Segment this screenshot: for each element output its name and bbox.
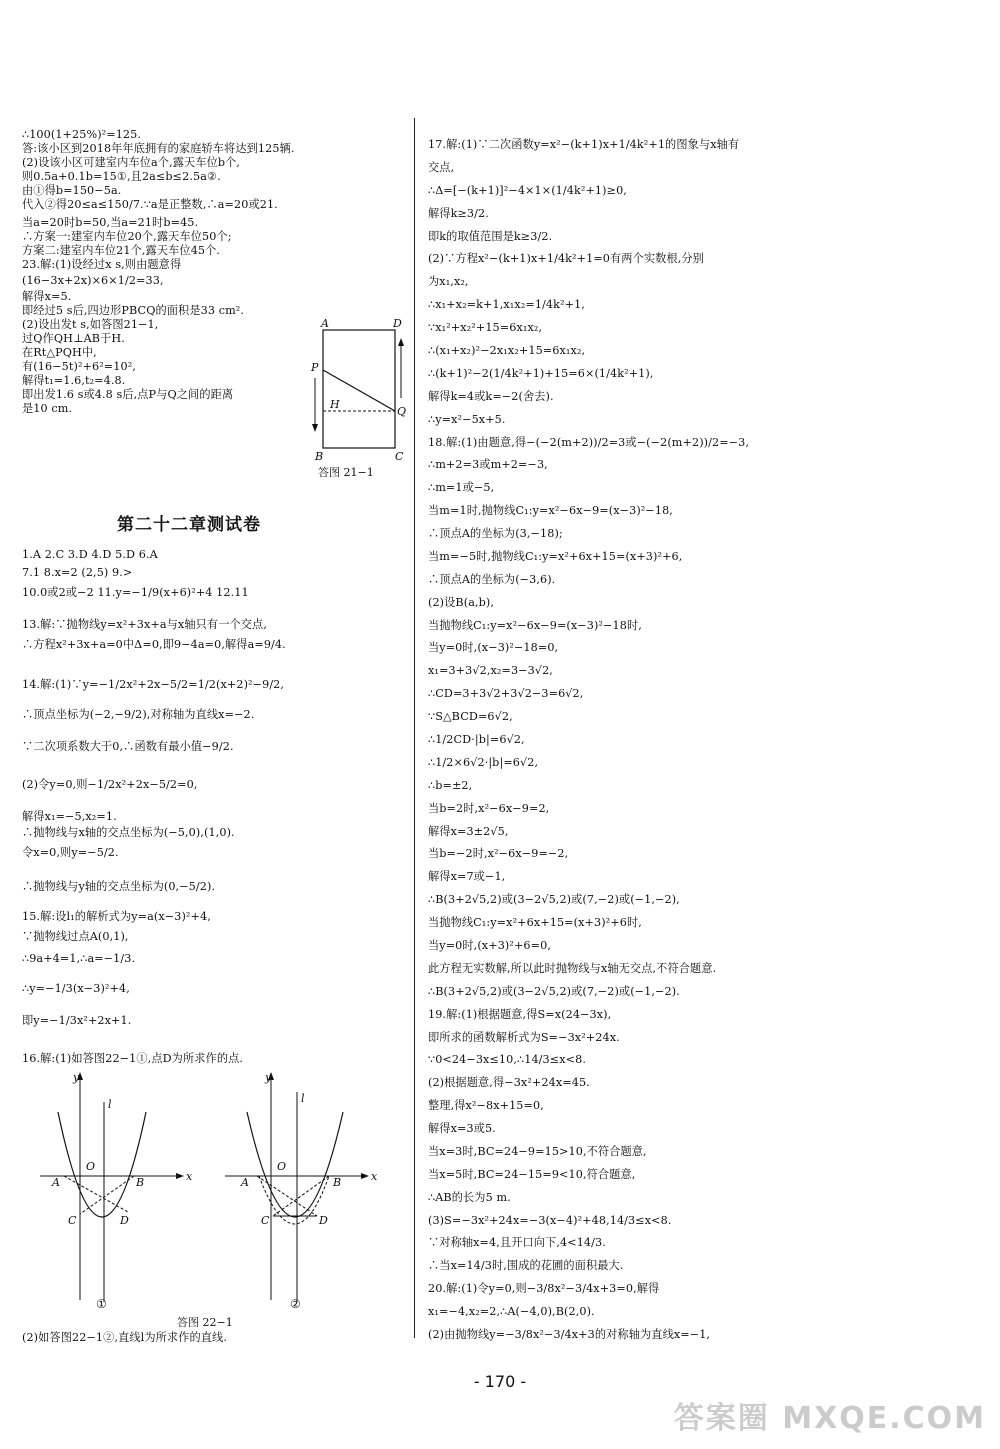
column-divider [414, 118, 415, 1338]
figure-21-1-caption: 答图 21−1 [318, 466, 374, 479]
page-number: - 170 - [473, 1372, 527, 1391]
left-line: ∴y=−1/3(x−3)²+4, [22, 982, 130, 995]
left-line: (16−3x+2x)×6×1/2=33, [22, 274, 164, 287]
left-line: 14.解:(1)∵y=−1/2x²+2x−5/2=1/2(x+2)²−9/2, [22, 678, 285, 691]
svg-text:l: l [108, 1098, 112, 1111]
left-line: 令x=0,则y=−5/2. [22, 846, 119, 859]
right-line: ∴CD=3+3√2+3√2−3=6√2, [428, 687, 584, 700]
svg-text:y: y [73, 1071, 80, 1084]
svg-text:D: D [319, 1214, 328, 1227]
svg-text:B: B [333, 1176, 342, 1189]
left-line: 7.1 8.x=2 (2,5) 9.> [22, 566, 133, 579]
left-line: 是10 cm. [22, 402, 73, 415]
right-line: ∴b=±2, [428, 779, 473, 792]
right-line: ∴m=1或−5, [428, 481, 495, 494]
left-line: 解得t₁=1.6,t₂=4.8. [22, 374, 126, 387]
right-line: (2)根据题意,得−3x²+24x=45. [428, 1076, 590, 1089]
left-line: 10.0或2或−2 11.y=−1/9(x+6)²+4 12.11 [22, 586, 249, 599]
left-line: 在Rt△PQH中, [22, 346, 97, 359]
left-line: 由①得b=150−5a. [22, 184, 122, 197]
svg-text:C: C [68, 1214, 77, 1227]
figure-22-1-mark-1: ① [96, 1297, 107, 1311]
figure-22-1-caption: 答图 22−1 [177, 1316, 233, 1329]
svg-text:l: l [301, 1092, 305, 1105]
right-line: 当b=−2时,x²−6x−9=−2, [428, 847, 569, 860]
right-line: 交点, [428, 161, 455, 174]
q16-part2-text: (2)如答图22−1②,直线l为所求作的直线. [22, 1331, 228, 1344]
left-line: ∵二次项系数大于0,∴函数有最小值−9/2. [22, 740, 234, 753]
right-line: ∴当x=14/3时,围成的花圃的面积最大. [428, 1259, 624, 1272]
left-line: ∴100(1+25%)²=125. [22, 128, 142, 141]
left-line: 16.解:(1)如答图22−1①,点D为所求作的点. [22, 1052, 244, 1065]
right-line: 此方程无实数解,所以此时抛物线与x轴无交点,不符合题意. [428, 962, 717, 975]
right-line: ∵0<24−3x≤10,∴14/3≤x<8. [428, 1053, 586, 1066]
left-line: ∴抛物线与x轴的交点坐标为(−5,0),(1,0). [22, 826, 235, 839]
right-line: 当b=2时,x²−6x−9=2, [428, 802, 550, 815]
right-line: ∴x₁+x₂=k+1,x₁x₂=1/4k²+1, [428, 298, 585, 311]
right-line: ∴顶点A的坐标为(3,−18); [428, 527, 563, 540]
left-line: 即经过5 s后,四边形PBCQ的面积是33 cm². [22, 304, 245, 317]
right-line: 19.解:(1)根据题意,得S=x(24−3x), [428, 1008, 612, 1021]
svg-text:A: A [321, 317, 329, 330]
svg-text:A: A [52, 1176, 60, 1189]
left-line: ∴方程x²+3x+a=0中Δ=0,即9−4a=0,解得a=9/4. [22, 638, 286, 651]
svg-text:C: C [395, 450, 404, 463]
right-line: (2)∵方程x²−(k+1)x+1/4k²+1=0有两个实数根,分别 [428, 252, 704, 265]
right-line: (2)设B(a,b), [428, 596, 495, 609]
figure-22-1-part1 [40, 1071, 193, 1307]
svg-text:H: H [330, 398, 340, 411]
right-line: 解得x=3±2√5, [428, 825, 509, 838]
right-line: 17.解:(1)∵二次函数y=x²−(k+1)x+1/4k²+1的图象与x轴有 [428, 138, 740, 151]
right-line: (2)由抛物线y=−3/8x²−3/4x+3的对称轴为直线x=−1, [428, 1328, 711, 1341]
right-line: 即所求的函数解析式为S=−3x²+24x. [428, 1031, 620, 1044]
right-line: ∴1/2CD·|b|=6√2, [428, 733, 525, 746]
right-line: 解得k=4或k=−2(舍去). [428, 390, 554, 403]
svg-text:Q: Q [397, 405, 407, 418]
left-line: 1.A 2.C 3.D 4.D 5.D 6.A [22, 548, 158, 561]
svg-text:x: x [371, 1170, 378, 1183]
left-line: (2)令y=0,则−1/2x²+2x−5/2=0, [22, 778, 198, 791]
left-line: ∴顶点坐标为(−2,−9/2),对称轴为直线x=−2. [22, 708, 255, 721]
right-line: x₁=−4,x₂=2,∴A(−4,0),B(2,0). [428, 1305, 595, 1318]
left-line: 有(16−5t)²+6²=10², [22, 360, 136, 373]
left-line: (2)设该小区可建室内车位a个,露天车位b个, [22, 156, 241, 169]
left-line: 解得x=5. [22, 290, 72, 303]
svg-text:O: O [86, 1160, 96, 1173]
left-line: 即出发1.6 s或4.8 s后,点P与Q之间的距离 [22, 388, 234, 401]
svg-text:C: C [261, 1214, 270, 1227]
right-line: 当抛物线C₁:y=x²+6x+15=(x+3)²+6时, [428, 916, 642, 929]
right-line: 当y=0时,(x+3)²+6=0, [428, 939, 551, 952]
right-line: x₁=3+3√2,x₂=3−3√2, [428, 664, 553, 677]
figure-22-1-part2 [225, 1071, 378, 1307]
watermark-logo: 答案圈 MXQE.COM [673, 1401, 986, 1436]
right-line: ∴(x₁+x₂)²−2x₁x₂+15=6x₁x₂, [428, 344, 586, 357]
right-line: ∴1/2×6√2·|b|=6√2, [428, 756, 539, 769]
right-line: 解得x=7或−1, [428, 870, 506, 883]
right-line: 即k的取值范围是k≥3/2. [428, 230, 553, 243]
right-line: 20.解:(1)令y=0,则−3/8x²−3/4x+3=0,解得 [428, 1282, 660, 1295]
right-line: 为x₁,x₂, [428, 275, 469, 288]
svg-text:P: P [311, 361, 319, 374]
left-line: ∴方案一:建室内车位20个,露天车位50个; [22, 230, 232, 243]
right-line: ∴y=x²−5x+5. [428, 413, 506, 426]
right-line: ∴m+2=3或m+2=−3, [428, 458, 548, 471]
right-line: ∴B(3+2√5,2)或(3−2√5,2)或(7,−2)或(−1,−2). [428, 985, 680, 998]
left-line: 答:该小区到2018年年底拥有的家庭轿车将达到125辆. [22, 142, 295, 155]
left-line: 23.解:(1)设经过x s,则由题意得 [22, 258, 182, 271]
left-line: 则0.5a+0.1b=15①,且2a≤b≤2.5a②. [22, 170, 221, 183]
right-line: 当m=1时,抛物线C₁:y=x²−6x−9=(x−3)²−18, [428, 504, 673, 517]
right-line: (3)S=−3x²+24x=−3(x−4)²+48,14/3≤x<8. [428, 1214, 672, 1227]
svg-text:B: B [315, 450, 324, 463]
right-line: 当x=3时,BC=24−9=15>10,不符合题意, [428, 1145, 647, 1158]
svg-text:B: B [136, 1176, 145, 1189]
right-line: 当m=−5时,抛物线C₁:y=x²+6x+15=(x+3)²+6, [428, 550, 683, 563]
left-line: 即y=−1/3x²+2x+1. [22, 1014, 132, 1027]
right-line: ∵S△BCD=6√2, [428, 710, 513, 723]
right-line: 整理,得x²−8x+15=0, [428, 1099, 544, 1112]
left-line: ∴9a+4=1,∴a=−1/3. [22, 952, 136, 965]
figure-22-1-mark-2: ② [290, 1297, 301, 1311]
right-line: ∴AB的长为5 m. [428, 1191, 511, 1204]
svg-text:D: D [393, 317, 402, 330]
left-line: 解得x₁=−5,x₂=1. [22, 810, 117, 823]
svg-text:y: y [265, 1071, 272, 1084]
svg-text:O: O [277, 1160, 287, 1173]
right-line: 解得x=3或5. [428, 1122, 496, 1135]
svg-text:A: A [241, 1176, 249, 1189]
svg-text:D: D [120, 1214, 129, 1227]
svg-text:x: x [186, 1170, 193, 1183]
right-line: ∴顶点A的坐标为(−3,6). [428, 573, 556, 586]
left-line: ∵抛物线过点A(0,1), [22, 930, 129, 943]
right-line: 当x=5时,BC=24−15=9<10,符合题意, [428, 1168, 636, 1181]
right-line: ∴Δ=[−(k+1)]²−4×1×(1/4k²+1)≥0, [428, 184, 627, 197]
left-line: ∴抛物线与y轴的交点坐标为(0,−5/2). [22, 880, 216, 893]
left-line: 代入②得20≤a≤150/7.∵a是正整数,∴a=20或21. [22, 198, 278, 211]
left-line: 13.解:∵抛物线y=x²+3x+a与x轴只有一个交点, [22, 618, 267, 631]
right-line: ∴(k+1)²−2(1/4k²+1)+15=6×(1/4k²+1), [428, 367, 654, 380]
right-line: 当y=0时,(x−3)²−18=0, [428, 641, 559, 654]
left-line: 当a=20时b=50,当a=21时b=45. [22, 216, 199, 229]
left-line: (2)设出发t s,如答图21−1, [22, 318, 159, 331]
left-line: 过Q作QH⊥AB于H. [22, 332, 125, 345]
chapter-heading: 第二十二章测试卷 [117, 515, 261, 535]
left-line: 方案二:建室内车位21个,露天车位45个. [22, 244, 221, 257]
left-line: 15.解:设l₁的解析式为y=a(x−3)²+4, [22, 910, 211, 923]
right-line: 当抛物线C₁:y=x²−6x−9=(x−3)²−18时, [428, 619, 642, 632]
right-line: 解得k≥3/2. [428, 207, 489, 220]
right-line: ∴B(3+2√5,2)或(3−2√5,2)或(7,−2)或(−1,−2), [428, 893, 680, 906]
right-line: 18.解:(1)由题意,得−(−2(m+2))/2=3或−(−2(m+2))/2=−3, [428, 436, 750, 449]
figure-21-1 [305, 318, 415, 478]
right-line: ∵对称轴x=4,且开口向下,4<14/3. [428, 1236, 606, 1249]
right-line: ∵x₁²+x₂²+15=6x₁x₂, [428, 321, 543, 334]
